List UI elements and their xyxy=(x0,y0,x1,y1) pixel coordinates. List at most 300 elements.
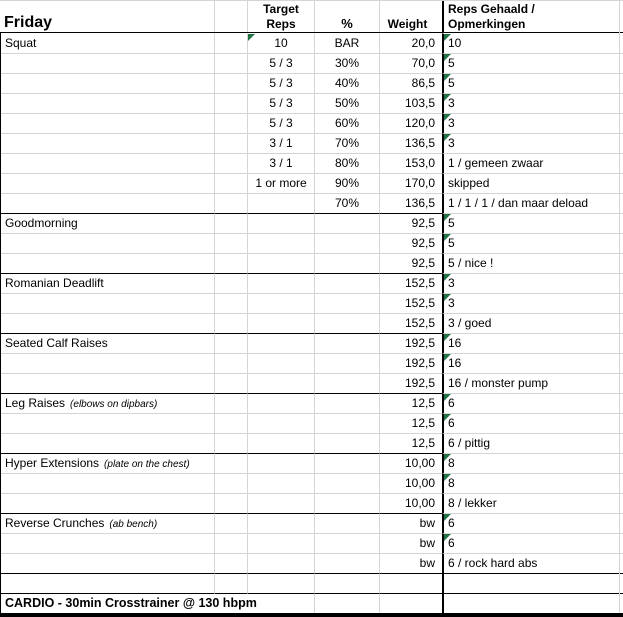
result-value: 3 / goed xyxy=(448,316,492,330)
percent-cell[interactable] xyxy=(315,113,380,133)
error-flag-icon xyxy=(444,474,451,481)
weight-cell[interactable] xyxy=(380,453,442,473)
table-row xyxy=(1,393,623,413)
weight-value: 12,5 xyxy=(411,396,435,410)
exercise-cell[interactable] xyxy=(1,233,215,253)
exercise-name: Reverse Crunches xyxy=(5,516,105,530)
result-cell[interactable] xyxy=(442,133,623,153)
exercise-name: Hyper Extensions xyxy=(5,456,100,470)
error-flag-icon xyxy=(444,534,451,541)
table-row xyxy=(1,413,623,433)
percent-header-cell[interactable] xyxy=(315,1,380,32)
exercise-name: Leg Raises xyxy=(5,396,66,410)
spacer-header-cell[interactable] xyxy=(215,1,248,32)
exercise-cell[interactable] xyxy=(1,273,215,293)
target-reps-cell[interactable] xyxy=(248,333,315,353)
exercise-cell[interactable] xyxy=(1,113,215,133)
weight-cell[interactable] xyxy=(380,553,442,573)
percent-cell[interactable] xyxy=(315,213,380,233)
result-value: 5 xyxy=(448,236,455,250)
target-reps-cell[interactable] xyxy=(248,373,315,393)
target-reps-cell[interactable] xyxy=(248,453,315,473)
error-flag-icon xyxy=(444,34,451,41)
exercise-cell[interactable] xyxy=(1,213,215,233)
percent-cell[interactable] xyxy=(315,413,380,433)
spacer-cell[interactable] xyxy=(215,513,248,533)
weight-cell[interactable] xyxy=(380,293,442,313)
percent-cell[interactable] xyxy=(315,73,380,93)
spacer-cell[interactable] xyxy=(215,253,248,273)
spacer-cell[interactable] xyxy=(215,553,248,573)
result-cell[interactable] xyxy=(442,233,623,253)
weight-cell[interactable] xyxy=(380,313,442,333)
result-cell[interactable] xyxy=(442,513,623,533)
table-row xyxy=(1,233,623,253)
result-cell[interactable] xyxy=(442,593,623,613)
result-cell[interactable] xyxy=(442,113,623,133)
percent-cell[interactable] xyxy=(315,293,380,313)
percent-cell[interactable] xyxy=(315,33,380,53)
result-value: skipped xyxy=(448,176,490,190)
result-value: 3 xyxy=(448,296,455,310)
percent-header: % xyxy=(341,16,353,31)
spacer-cell[interactable] xyxy=(215,393,248,413)
table-row xyxy=(1,173,623,193)
spacer-cell[interactable] xyxy=(215,113,248,133)
result-cell[interactable] xyxy=(442,493,623,513)
weight-cell[interactable] xyxy=(380,33,442,53)
result-cell[interactable] xyxy=(442,473,623,493)
weight-cell[interactable] xyxy=(380,373,442,393)
exercise-cell[interactable] xyxy=(1,433,215,453)
percent-cell[interactable] xyxy=(315,533,380,553)
target-reps-cell[interactable] xyxy=(248,393,315,413)
table-row xyxy=(1,493,623,513)
percent-cell[interactable] xyxy=(315,493,380,513)
exercise-name: Goodmorning xyxy=(5,216,78,230)
target-reps-cell[interactable] xyxy=(248,173,315,193)
exercise-cell[interactable] xyxy=(1,293,215,313)
exercise-cell[interactable] xyxy=(1,93,215,113)
target-header-line1: Target xyxy=(263,2,299,16)
target-reps-cell[interactable] xyxy=(248,433,315,453)
result-value: 5 xyxy=(448,56,455,70)
table-row xyxy=(1,553,623,573)
exercise-cell[interactable] xyxy=(1,73,215,93)
spacer-cell[interactable] xyxy=(215,173,248,193)
spacer-cell[interactable] xyxy=(215,333,248,353)
weight-cell[interactable] xyxy=(380,533,442,553)
table-row xyxy=(1,253,623,273)
target-reps-value: 5 / 3 xyxy=(269,116,293,130)
exercise-cell[interactable] xyxy=(1,193,215,213)
result-value: 8 xyxy=(448,476,455,490)
sheet-body xyxy=(0,33,623,613)
target-reps-cell[interactable] xyxy=(248,53,315,73)
weight-value: 10,00 xyxy=(404,476,435,490)
error-flag-icon xyxy=(444,214,451,221)
target-reps-value: 5 / 3 xyxy=(269,56,293,70)
weight-value: 103,5 xyxy=(404,96,435,110)
result-value: 10 xyxy=(448,36,462,50)
result-value: 6 xyxy=(448,416,455,430)
weight-value: 12,5 xyxy=(411,436,435,450)
exercise-cell[interactable] xyxy=(1,593,257,613)
target-reps-cell[interactable] xyxy=(248,553,315,573)
spacer-cell[interactable] xyxy=(215,73,248,93)
exercise-cell[interactable] xyxy=(1,313,215,333)
weight-cell[interactable] xyxy=(380,93,442,113)
spacer-cell[interactable] xyxy=(215,133,248,153)
target-reps-cell[interactable] xyxy=(248,573,315,593)
result-value: 5 xyxy=(448,216,455,230)
percent-cell[interactable] xyxy=(315,353,380,373)
exercise-cell[interactable] xyxy=(1,153,215,173)
weight-cell[interactable] xyxy=(380,573,442,593)
target-reps-cell[interactable] xyxy=(248,133,315,153)
spacer-cell[interactable] xyxy=(215,313,248,333)
percent-value: 60% xyxy=(334,116,360,130)
exercise-cell[interactable] xyxy=(1,253,215,273)
weight-value: 92,5 xyxy=(411,236,435,250)
target-reps-value: 5 / 3 xyxy=(269,76,293,90)
target-reps-cell[interactable] xyxy=(248,493,315,513)
error-flag-icon xyxy=(444,454,451,461)
error-flag-icon xyxy=(444,334,451,341)
result-value: 16 xyxy=(448,356,462,370)
error-flag-icon xyxy=(444,294,451,301)
spacer-cell[interactable] xyxy=(215,373,248,393)
error-flag-icon xyxy=(248,34,255,41)
result-cell[interactable] xyxy=(442,33,623,53)
target-reps-value: 3 / 1 xyxy=(269,156,293,170)
percent-cell[interactable] xyxy=(315,373,380,393)
exercise-cell[interactable] xyxy=(1,133,215,153)
target-reps-value: 10 xyxy=(274,36,288,50)
target-reps-cell[interactable] xyxy=(248,213,315,233)
table-row xyxy=(1,193,623,213)
percent-value: 80% xyxy=(334,156,360,170)
spacer-cell[interactable] xyxy=(215,53,248,73)
spacer-cell[interactable] xyxy=(215,273,248,293)
result-cell[interactable] xyxy=(442,413,623,433)
table-row xyxy=(1,273,623,293)
result-cell[interactable] xyxy=(442,353,623,373)
target-reps-value: 1 or more xyxy=(255,176,307,190)
result-cell[interactable] xyxy=(442,253,623,273)
exercise-cell[interactable] xyxy=(1,373,215,393)
error-flag-icon xyxy=(444,274,451,281)
spacer-cell[interactable] xyxy=(215,533,248,553)
result-cell[interactable] xyxy=(442,573,623,593)
table-row xyxy=(1,433,623,453)
result-cell[interactable] xyxy=(442,93,623,113)
weight-header: Weight xyxy=(387,17,428,31)
weight-cell[interactable] xyxy=(380,333,442,353)
result-cell[interactable] xyxy=(442,333,623,353)
result-cell[interactable] xyxy=(442,213,623,233)
weight-value: 92,5 xyxy=(411,256,435,270)
result-cell[interactable] xyxy=(442,53,623,73)
spacer-cell[interactable] xyxy=(215,233,248,253)
percent-cell[interactable] xyxy=(315,433,380,453)
exercise-cell[interactable] xyxy=(1,413,215,433)
target-reps-header-cell[interactable] xyxy=(248,1,315,32)
result-cell[interactable] xyxy=(442,553,623,573)
exercise-name: Squat xyxy=(5,36,37,50)
target-reps-cell[interactable] xyxy=(248,73,315,93)
percent-value: 30% xyxy=(334,56,360,70)
error-flag-icon xyxy=(444,234,451,241)
exercise-cell[interactable] xyxy=(1,553,215,573)
result-value: 6 xyxy=(448,536,455,550)
weight-cell[interactable] xyxy=(380,593,442,613)
table-row xyxy=(1,33,623,53)
error-flag-icon xyxy=(444,134,451,141)
weight-value: 136,5 xyxy=(404,196,435,210)
target-reps-cell[interactable] xyxy=(248,153,315,173)
exercise-cell[interactable] xyxy=(1,573,215,593)
exercise-cell[interactable] xyxy=(1,33,215,53)
exercise-cell[interactable] xyxy=(1,393,215,413)
spacer-cell[interactable] xyxy=(215,413,248,433)
exercise-name: CARDIO - 30min Crosstrainer @ 130 hbpm xyxy=(5,596,257,610)
weight-value: 152,5 xyxy=(404,296,435,310)
weight-value: 152,5 xyxy=(404,276,435,290)
table-row xyxy=(1,333,623,353)
percent-cell[interactable] xyxy=(315,53,380,73)
spacer-cell[interactable] xyxy=(215,293,248,313)
result-cell[interactable] xyxy=(442,193,623,213)
target-reps-cell[interactable] xyxy=(248,413,315,433)
result-cell[interactable] xyxy=(442,173,623,193)
percent-cell[interactable] xyxy=(315,153,380,173)
weight-cell[interactable] xyxy=(380,113,442,133)
result-cell[interactable] xyxy=(442,73,623,93)
spacer-cell[interactable] xyxy=(215,593,248,613)
result-value: 3 xyxy=(448,116,455,130)
result-cell[interactable] xyxy=(442,293,623,313)
target-reps-cell[interactable] xyxy=(248,293,315,313)
result-cell[interactable] xyxy=(442,313,623,333)
table-row xyxy=(1,73,623,93)
weight-value: 20,0 xyxy=(411,36,435,50)
target-reps-value: 3 / 1 xyxy=(269,136,293,150)
percent-value: BAR xyxy=(334,36,360,50)
percent-cell[interactable] xyxy=(315,273,380,293)
weight-cell[interactable] xyxy=(380,393,442,413)
exercise-cell[interactable] xyxy=(1,353,215,373)
weight-value: 152,5 xyxy=(404,316,435,330)
table-row xyxy=(1,93,623,113)
error-flag-icon xyxy=(444,94,451,101)
weight-cell[interactable] xyxy=(380,353,442,373)
weight-cell[interactable] xyxy=(380,153,442,173)
weight-cell[interactable] xyxy=(380,273,442,293)
result-value: 6 / rock hard abs xyxy=(448,556,538,570)
result-value: 3 xyxy=(448,96,455,110)
result-cell[interactable] xyxy=(442,433,623,453)
weight-value: 12,5 xyxy=(411,416,435,430)
table-row xyxy=(1,453,623,473)
spacer-cell[interactable] xyxy=(215,493,248,513)
weight-value: 70,0 xyxy=(411,56,435,70)
percent-cell[interactable] xyxy=(315,253,380,273)
target-reps-cell[interactable] xyxy=(248,93,315,113)
table-row xyxy=(1,293,623,313)
result-cell[interactable] xyxy=(442,153,623,173)
target-reps-cell[interactable] xyxy=(248,593,315,613)
day-title-cell[interactable] xyxy=(0,1,215,32)
percent-cell[interactable] xyxy=(315,193,380,213)
weight-cell[interactable] xyxy=(380,213,442,233)
exercise-note: (ab bench) xyxy=(109,519,158,530)
percent-cell[interactable] xyxy=(315,513,380,533)
result-cell[interactable] xyxy=(442,393,623,413)
table-row xyxy=(1,473,623,493)
result-cell[interactable] xyxy=(442,453,623,473)
percent-cell[interactable] xyxy=(315,473,380,493)
spacer-cell[interactable] xyxy=(215,453,248,473)
table-row xyxy=(1,573,623,593)
header-row xyxy=(0,1,623,33)
result-cell[interactable] xyxy=(442,533,623,553)
target-reps-cell[interactable] xyxy=(248,233,315,253)
target-reps-cell[interactable] xyxy=(248,33,315,53)
results-header-line2: Opmerkingen xyxy=(448,17,526,31)
result-value: 8 xyxy=(448,456,455,470)
exercise-cell[interactable] xyxy=(1,173,215,193)
percent-cell[interactable] xyxy=(315,93,380,113)
weight-cell[interactable] xyxy=(380,133,442,153)
table-row xyxy=(1,313,623,333)
result-value: 3 xyxy=(448,276,455,290)
percent-value: 40% xyxy=(334,76,360,90)
exercise-cell[interactable] xyxy=(1,453,215,473)
weight-cell[interactable] xyxy=(380,253,442,273)
exercise-cell[interactable] xyxy=(1,513,215,533)
error-flag-icon xyxy=(444,394,451,401)
weight-value: 170,0 xyxy=(404,176,435,190)
result-value: 16 / monster pump xyxy=(448,376,549,390)
spacer-cell[interactable] xyxy=(215,473,248,493)
weight-cell[interactable] xyxy=(380,513,442,533)
target-reps-cell[interactable] xyxy=(248,513,315,533)
target-reps-cell[interactable] xyxy=(248,113,315,133)
target-reps-value: 5 / 3 xyxy=(269,96,293,110)
exercise-cell[interactable] xyxy=(1,473,215,493)
weight-cell[interactable] xyxy=(380,433,442,453)
weight-value: 10,00 xyxy=(404,456,435,470)
spacer-cell[interactable] xyxy=(215,33,248,53)
result-value: 6 xyxy=(448,396,455,410)
percent-cell[interactable] xyxy=(315,573,380,593)
result-value: 6 / pittig xyxy=(448,436,491,450)
error-flag-icon xyxy=(444,414,451,421)
table-row xyxy=(1,213,623,233)
weight-cell[interactable] xyxy=(380,233,442,253)
exercise-cell[interactable] xyxy=(1,53,215,73)
weight-cell[interactable] xyxy=(380,473,442,493)
result-value: 1 / 1 / 1 / dan maar deload xyxy=(448,196,589,210)
result-value: 6 xyxy=(448,516,455,530)
target-reps-cell[interactable] xyxy=(248,313,315,333)
spacer-cell[interactable] xyxy=(215,573,248,593)
result-value: 1 / gemeen zwaar xyxy=(448,156,544,170)
percent-cell[interactable] xyxy=(315,453,380,473)
spacer-cell[interactable] xyxy=(215,353,248,373)
percent-cell[interactable] xyxy=(315,553,380,573)
weight-value: 136,5 xyxy=(404,136,435,150)
target-reps-cell[interactable] xyxy=(248,353,315,373)
weight-value: 192,5 xyxy=(404,356,435,370)
percent-cell[interactable] xyxy=(315,393,380,413)
percent-cell[interactable] xyxy=(315,313,380,333)
exercise-name: Romanian Deadlift xyxy=(5,276,104,290)
weight-cell[interactable] xyxy=(380,73,442,93)
percent-cell[interactable] xyxy=(315,233,380,253)
exercise-cell[interactable] xyxy=(1,533,215,553)
spacer-cell[interactable] xyxy=(215,433,248,453)
percent-cell[interactable] xyxy=(315,173,380,193)
weight-cell[interactable] xyxy=(380,413,442,433)
spacer-cell[interactable] xyxy=(215,193,248,213)
table-row xyxy=(1,133,623,153)
error-flag-icon xyxy=(444,354,451,361)
results-header-cell[interactable] xyxy=(442,1,623,32)
weight-value: bw xyxy=(419,536,435,550)
error-flag-icon xyxy=(444,114,451,121)
percent-cell[interactable] xyxy=(315,333,380,353)
exercise-cell[interactable] xyxy=(1,333,215,353)
percent-cell[interactable] xyxy=(315,593,380,613)
percent-cell[interactable] xyxy=(315,133,380,153)
error-flag-icon xyxy=(444,74,451,81)
result-value: 8 / lekker xyxy=(448,496,497,510)
spacer-cell[interactable] xyxy=(215,213,248,233)
table-row xyxy=(1,53,623,73)
target-reps-cell[interactable] xyxy=(248,193,315,213)
percent-value: 90% xyxy=(334,176,360,190)
result-cell[interactable] xyxy=(442,373,623,393)
weight-value: 86,5 xyxy=(411,76,435,90)
weight-cell[interactable] xyxy=(380,493,442,513)
weight-value: 120,0 xyxy=(404,116,435,130)
table-row xyxy=(1,113,623,133)
target-reps-cell[interactable] xyxy=(248,253,315,273)
weight-header-cell[interactable] xyxy=(380,1,442,32)
table-row xyxy=(1,593,623,613)
table-row xyxy=(1,373,623,393)
weight-value: bw xyxy=(419,516,435,530)
result-cell[interactable] xyxy=(442,273,623,293)
percent-value: 70% xyxy=(334,196,360,210)
target-reps-cell[interactable] xyxy=(248,273,315,293)
weight-value: 192,5 xyxy=(404,376,435,390)
results-header-line1: Reps Gehaald / xyxy=(448,2,535,16)
weight-cell[interactable] xyxy=(380,173,442,193)
target-reps-cell[interactable] xyxy=(248,533,315,553)
exercise-cell[interactable] xyxy=(1,493,215,513)
table-row xyxy=(1,153,623,173)
table-row xyxy=(1,513,623,533)
result-value: 3 xyxy=(448,136,455,150)
target-reps-cell[interactable] xyxy=(248,473,315,493)
weight-cell[interactable] xyxy=(380,193,442,213)
spacer-cell[interactable] xyxy=(215,153,248,173)
spacer-cell[interactable] xyxy=(215,93,248,113)
weight-cell[interactable] xyxy=(380,53,442,73)
